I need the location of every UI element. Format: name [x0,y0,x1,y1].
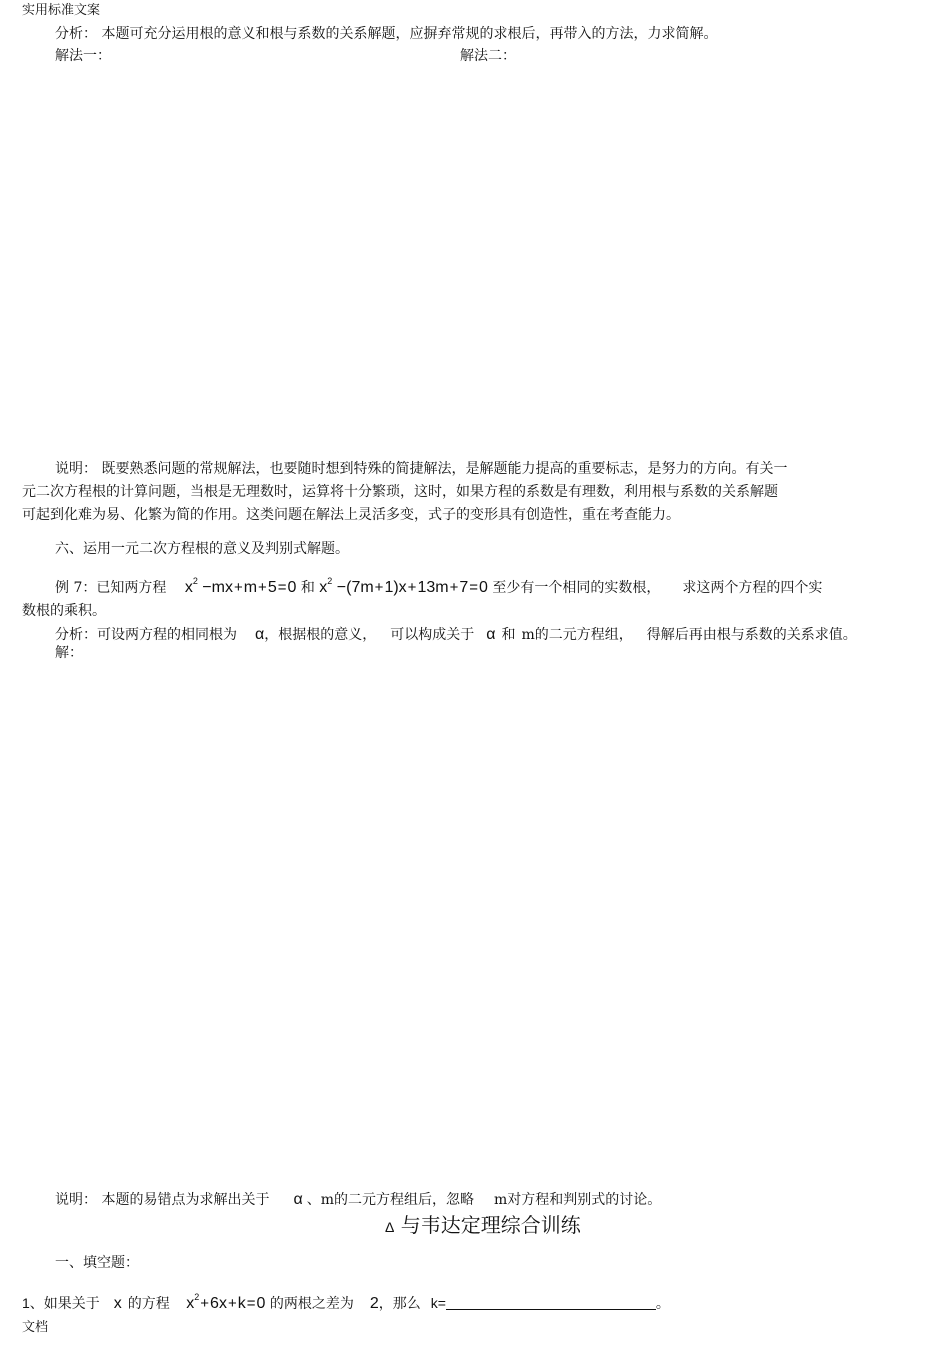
delta-symbol: Δ [385,1219,395,1235]
method-one-label: 解法一： [55,48,111,64]
question-one: 1、如果关于 x 的方程 $x^2+6x+k=0$ 的两根之差为 2，那么 k= 。 [22,1292,670,1312]
example-seven-line-2: 数根的乘积。 [22,603,106,619]
note-two: 说明： 本题的易错点为求解出关于 α 、m的二元方程组后，忽略 m对方程和判别式的讨论。 [55,1191,662,1208]
question-one-equation: $x^2+6x+k=0$ [186,1292,266,1312]
method-two-label: 解法二： [460,48,516,64]
solution-label: 解： [55,645,83,661]
answer-blank[interactable] [446,1295,656,1310]
training-title: Δ 与韦达定理综合训练 [385,1213,581,1237]
equation-two: $x^2 -(7m+1)x+13m+7=0$ [319,576,488,596]
note-line-2: 元二次方程根的计算问题，当根是无理数时，运算将十分繁琐，这时，如果方程的系数是有理数，利用根与系数的关系解题 [22,484,778,500]
conjunction: 和 [300,580,315,596]
analysis-text: 分析： 本题可充分运用根的意义和根与系数的关系解题，应摒弃常规的求根后，再带入的方法，力求简解。 [55,26,718,42]
example-suffix: 至少有一个相同的实数根， [492,580,661,596]
example-seven-line [55,576,822,597]
page-header: 实用标准文案 [22,3,101,18]
fill-blank-heading: 一、填空题： [55,1255,139,1271]
page-footer: 文档 [22,1320,49,1335]
equation-one: $x^2 -mx+m+5=0$ [184,576,297,596]
alpha-symbol: α [255,626,265,643]
example-prefix: 例 7：已知两方程 [55,580,167,596]
example-suffix-2: 求这两个方程的四个实 [682,580,823,596]
note-line-3: 可起到化难为易、化繁为简的作用。这类问题在解法上灵活多变，式子的变形具有创造性，重在考查能力。 [22,507,680,523]
section-six-heading: 六、运用一元二次方程根的意义及判别式解题。 [55,541,349,557]
note-line-1: 说明： 既要熟悉问题的常规解法，也要随时想到特殊的简捷解法，是解题能力提高的重要标志，是努力的方向。有关一 [55,461,788,477]
alpha-symbol-2: α [486,626,496,643]
alpha-symbol-3: α [293,1191,303,1208]
example-analysis: 分析：可设两方程的相同根为 α，根据根的意义， 可以构成关于 α 和 m的二元方程组， 得解后再由根与系数的关系求值。 [55,626,857,643]
